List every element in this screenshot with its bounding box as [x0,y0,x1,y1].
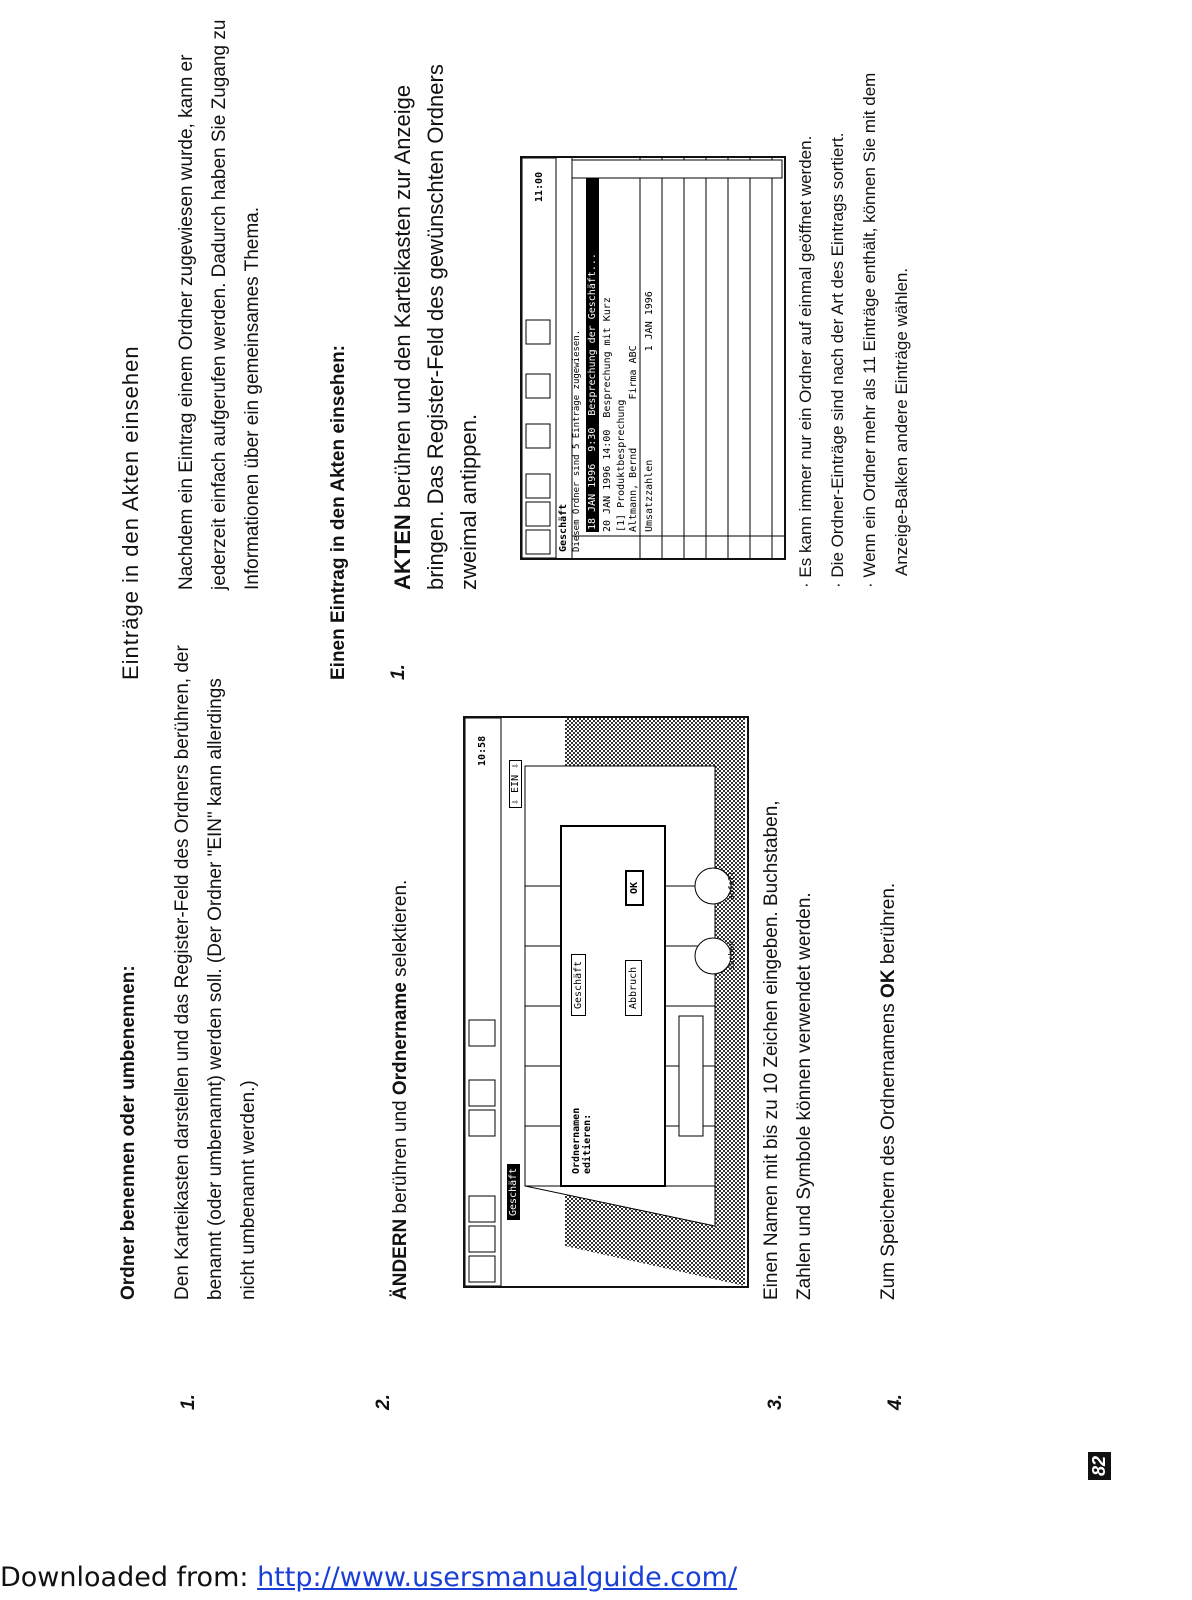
section-title-view-entries: Einträge in den Akten einsehen [118,345,143,680]
section-heading-rename: Ordner benennen oder umbenennen: [118,965,139,1300]
step-text-3: Einen Namen mit bis zu 10 Zeichen eingeben. Buchstaben, Zahlen und Symbole können verwendet werden. [761,800,815,1300]
subheading-view-entry: Einen Eintrag in den Akten einsehen: [328,344,349,680]
step-4-pre: Zum Speichern des Ordnernamens [878,997,899,1300]
note-item-2: · Die Ordner-Einträge sind nach der Art des Eintrags sortiert. [828,132,847,588]
step-2-mid: berühren und [390,1095,411,1219]
intro-paragraph: Nachdem ein Eintrag einem Ordner zugewiesen wurde, kann er jederzeit einfach aufgerufen werden. Dadurch haben Sie Zugang zu Informationen über ein gemeinsames Thema. [176,19,263,590]
notes-list [790,30,918,590]
note-item-1: · Es kann immer nur ein Ordner auf einmal geöffnet werden. [796,135,815,588]
rename-folder-screenshot [463,716,749,1288]
step-number-4: 4. [885,1394,906,1410]
step-2-tail: selektieren. [390,879,411,983]
trash-button[interactable]: abfall [727,871,736,900]
entry-row-4[interactable]: Altmann, Bernd Firma ABC [628,345,639,532]
entry-row-3[interactable]: [1] Produktbesprechung [616,399,627,532]
search-button[interactable]: suchen [727,941,736,970]
entry-row-2[interactable]: 20 JAN 1996 14:00 Besprechung mit Kurz [602,297,613,532]
step-4-tail: berühren. [878,882,899,970]
keyword-akten: AKTEN [390,514,415,590]
step-number-3: 3. [765,1394,786,1410]
footer-link[interactable]: http://www.usersmanualguide.com/ [257,1562,738,1593]
note-text-1: Es kann immer nur ein Ordner auf einmal geöffnet werden. [796,135,815,578]
assigned-count-text: Diesem Ordner sind 5 Einträge zugewiesen. [572,329,582,552]
ok-button[interactable]: OK [625,870,644,906]
step-text-4 [872,740,905,1300]
cancel-button[interactable]: Abbruch [625,960,642,1016]
keyword-aendern: ÄNDERN [390,1218,411,1300]
step-number-1: 1. [178,1394,199,1410]
right-step-1-text: berühren und den Karteikasten zur Anzeige bringen. Das Register-Feld des gewünschten Ordners zweimal antippen. [390,64,481,590]
note-text-2: Die Ordner-Einträge sind nach der Art des Eintrags sortiert. [828,132,847,578]
right-step-number-1: 1. [388,664,409,680]
note-text-3: Wenn ein Ordner mehr als 11 Einträge enthält, können Sie mit dem Anzeige-Balken andere Einträge wählen. [860,72,911,578]
step-text-1: Den Karteikasten darstellen und das Register-Feld des Ordners berühren, der benannt (oder umbenannt) werden soll. (Der Ordner "EIN" kann allerdings nicht umbenannt werden.) [172,645,259,1300]
right-step-text-1 [386,30,485,590]
keyword-ok: OK [878,969,899,998]
step-number-2: 2. [373,1394,394,1410]
entry-row-1[interactable]: 18 JAN 1996 9:30 Besprechung der Geschäft... [586,178,599,532]
in-folder-tab[interactable]: ⇩ EIN ⇩ [509,760,522,808]
clock-display: 10:58 [477,735,488,766]
dialog-title: Ordnernamen editieren: [571,1107,593,1174]
folder-entries-screenshot [520,156,786,560]
page-number: 82 [1088,1452,1111,1480]
entry-row-5[interactable]: Umsatzzahlen 1 JAN 1996 [644,291,655,532]
download-footer [0,1562,1192,1593]
folder-name-input[interactable]: Geschäft [571,954,586,1016]
clock-display-2: 11:00 [534,171,545,202]
folder-tab-label[interactable]: Geschäft [507,1164,520,1220]
note-item-3: · Wenn ein Ordner mehr als 11 Einträge enthält, können Sie mit dem Anzeige-Balken andere Einträge wählen. [860,72,911,588]
keyword-ordnername: Ordnername [390,982,411,1096]
footer-prefix: Downloaded from: [0,1562,258,1593]
folder-name-label: Geschäft [558,503,569,552]
step-text-2 [384,680,417,1300]
